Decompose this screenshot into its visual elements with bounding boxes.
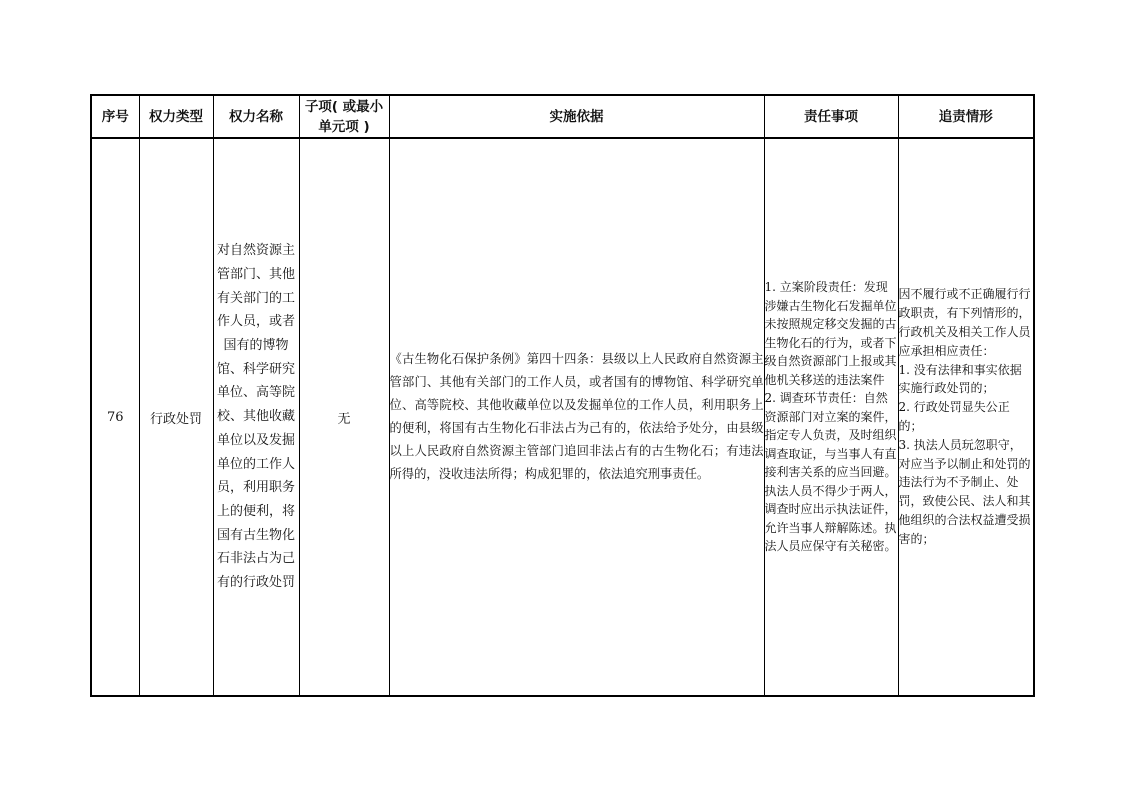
header-power-name: 权力名称 (213, 95, 299, 138)
header-accountability: 追责情形 (898, 95, 1034, 138)
accountability-item: 3. 执法人员玩忽职守，对应当予以制止和处罚的违法行为不予制止、处罚，致使公民、法人和其他组织的合法权益遭受损害的； (898, 437, 1031, 546)
table-row (91, 138, 1034, 696)
accountability-item: 2. 行政处罚显失公正的； (898, 400, 1010, 433)
responsibility-item: 2. 调查环节责任：自然资源部门对立案的案件，指定专人负责，及时组织调查取证，与当事人有直接利害关系的应当回避。执法人员不得少于两人，调查时应出示执法证件，允许当事人辩解陈述。执法人员应保守有关秘密。 (764, 391, 897, 554)
cell-seq: 76 (91, 138, 139, 696)
cell-responsibility (764, 138, 898, 696)
header-seq: 序号 (91, 95, 139, 138)
header-sub-item-line1: 子项( 或最小 (304, 98, 384, 115)
header-sub-item (299, 95, 389, 138)
cell-accountability (898, 138, 1034, 696)
cell-power-name: 对自然资源主管部门、其他有关部门的工作人员，或者国有的博物馆、科学研究单位、高等院校、其他收藏单位以及发掘单位的工作人员，利用职务上的便利，将国有古生物化石非法占为己有的行政处罚 (213, 138, 299, 696)
table-header-row (91, 95, 1034, 138)
responsibility-item: 1. 立案阶段责任：发现涉嫌古生物化石发掘单位未按照规定移交发掘的古生物化石的行为，或者下级自然资源部门上报或其他机关移送的违法案件 (764, 280, 897, 387)
header-responsibility: 责任事项 (764, 95, 898, 138)
header-power-type: 权力类型 (139, 95, 213, 138)
cell-sub-item: 无 (299, 138, 389, 696)
cell-basis: 《古生物化石保护条例》第四十四条：县级以上人民政府自然资源主管部门、其他有关部门的工作人员，或者国有的博物馆、科学研究单位、高等院校、其他收藏单位以及发掘单位的工作人员，利用职务上的便利，将国有古生物化石非法占为己有的，依法给予处分，由县级以上人民政府自然资源主管部门追回非法占有的古生物化石；有违法所得的，没收违法所得；构成犯罪的，依法追究刑事责任。 (389, 138, 764, 696)
accountability-item: 1. 没有法律和事实依据实施行政处罚的； (898, 362, 1022, 396)
header-basis: 实施依据 (389, 95, 764, 138)
cell-power-type: 行政处罚 (139, 138, 213, 696)
power-list-table (90, 94, 1035, 697)
header-sub-item-line2: 单元项 ) (318, 118, 370, 135)
accountability-intro: 因不履行或不正确履行行政职责，有下列情形的，行政机关及相关工作人员应承担相应责任： (898, 287, 1031, 358)
